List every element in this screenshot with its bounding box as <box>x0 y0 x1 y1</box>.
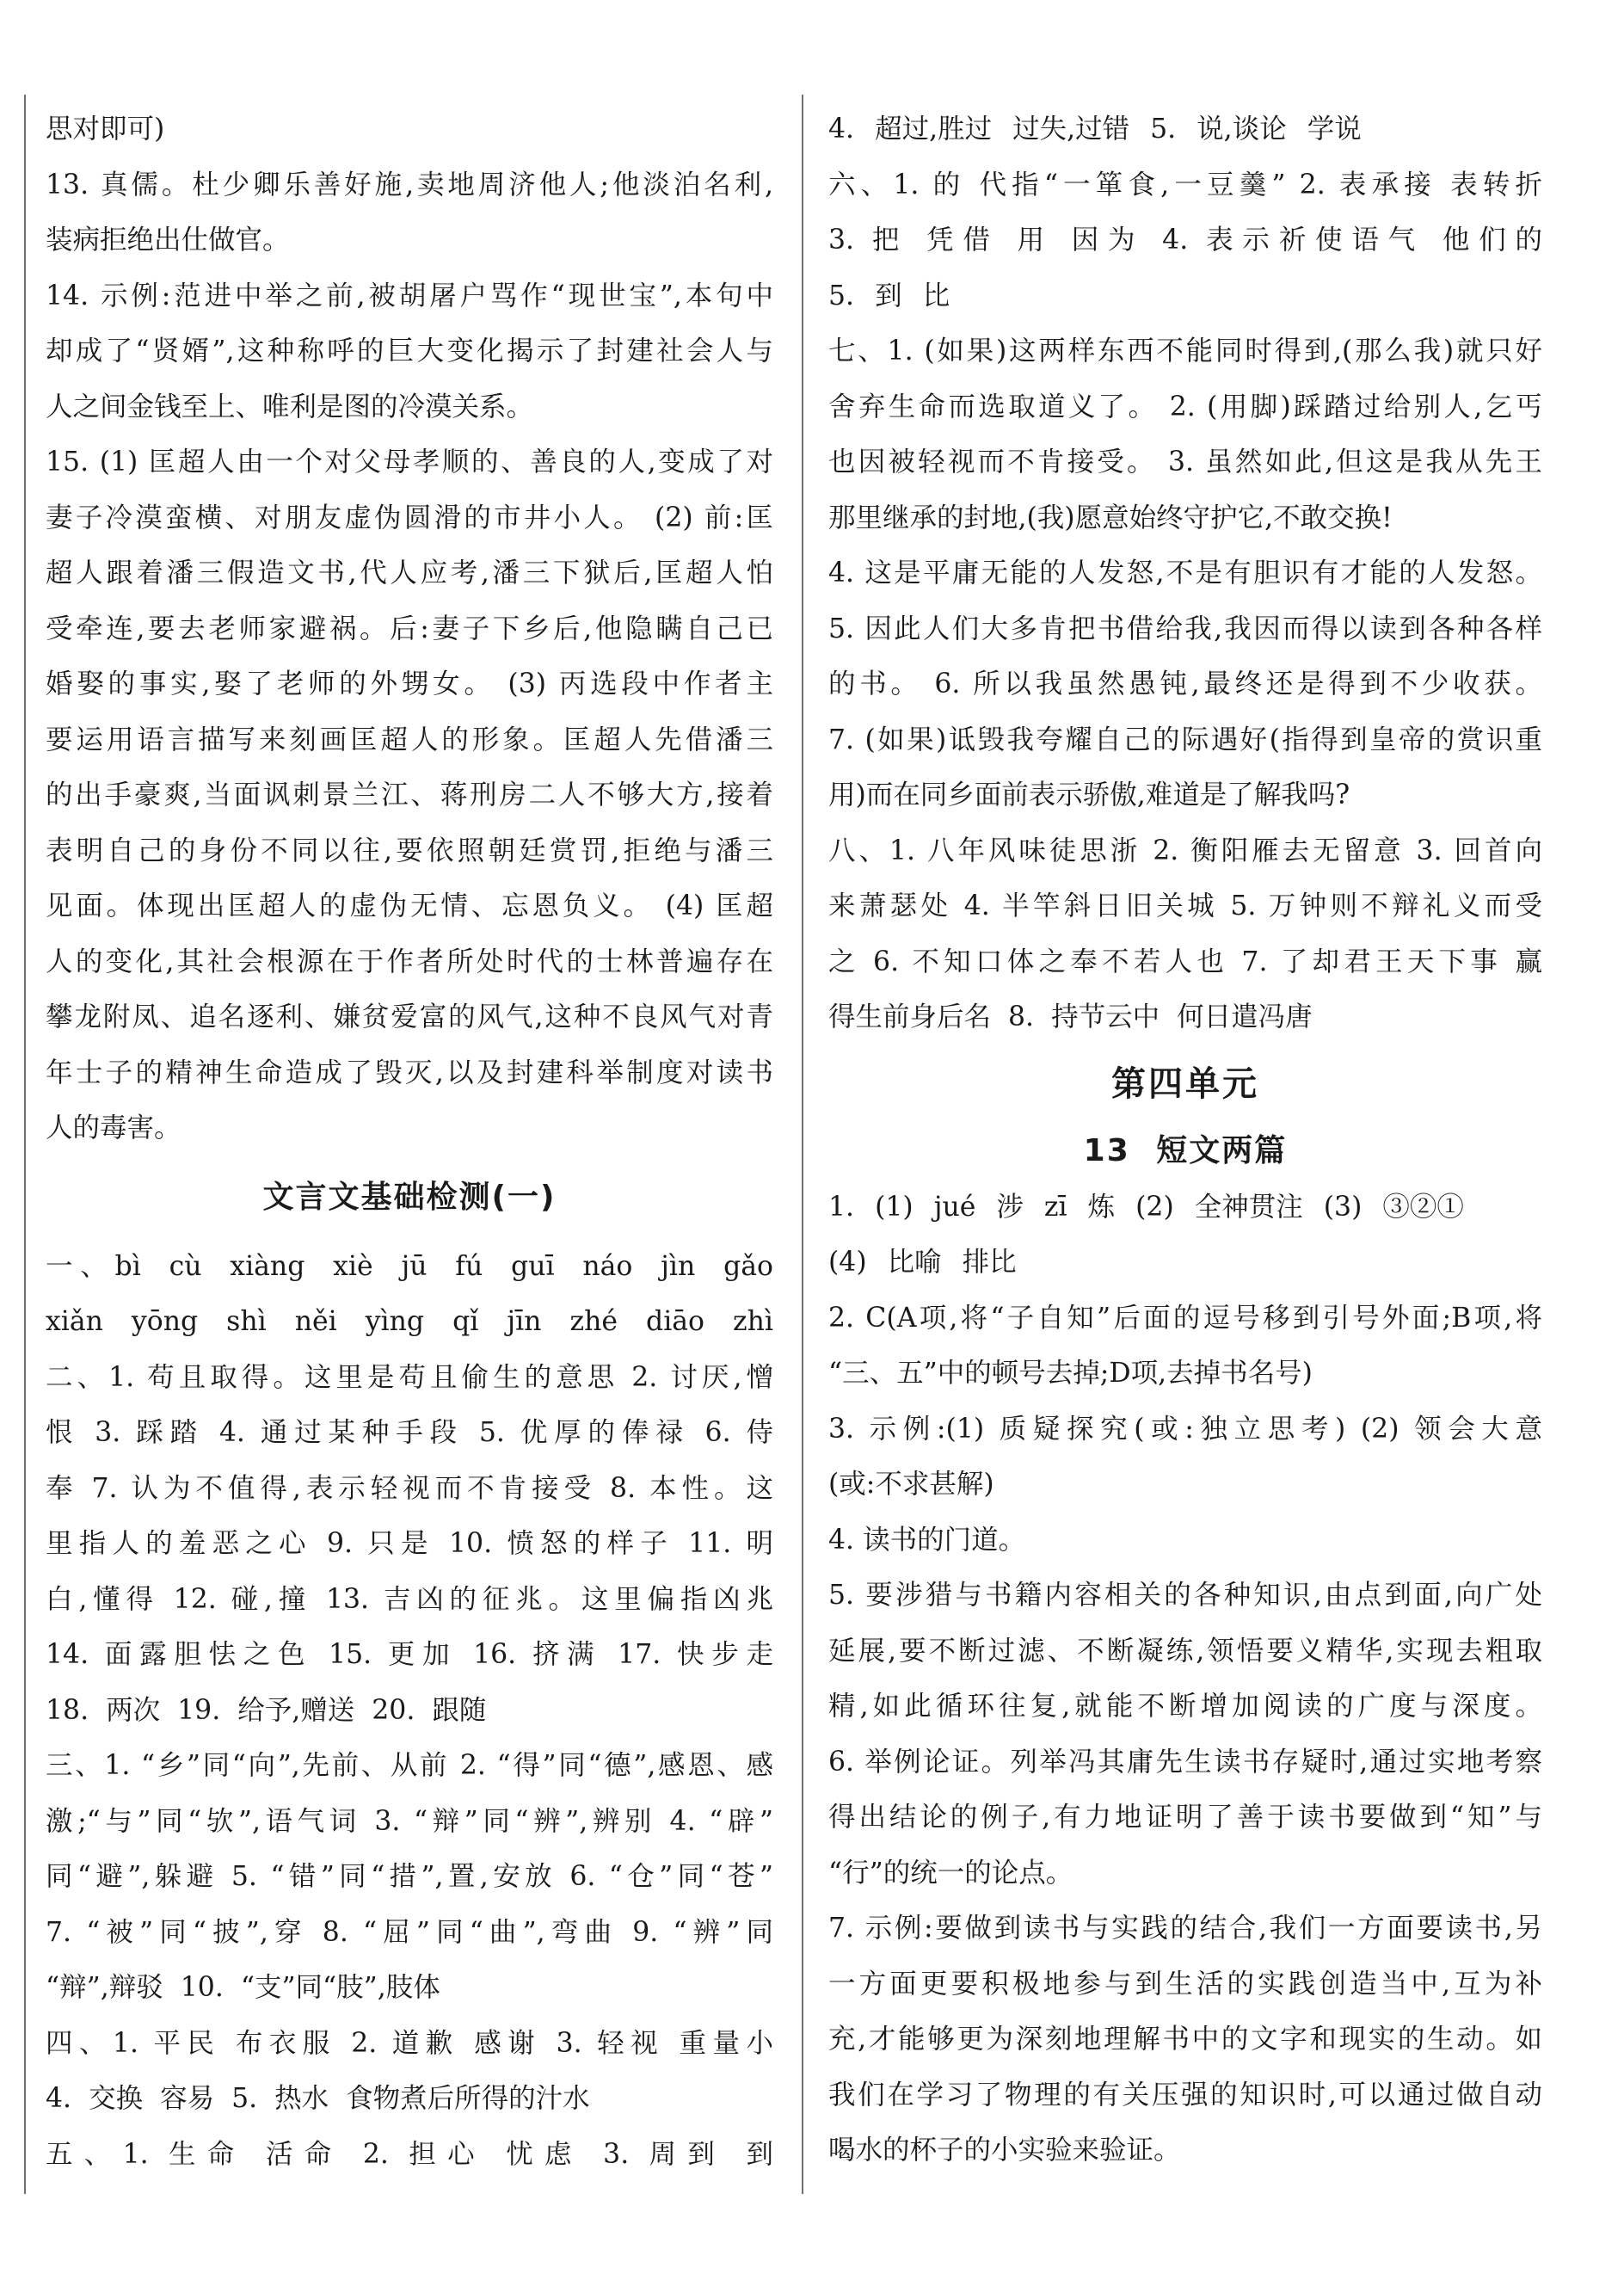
answer-line: 八、1. 八年风味徒思浙 2. 衡阳雁去无留意 3. 回首向 <box>828 835 1542 866</box>
answer-line: 用)而在同乡面前表示骄傲,难道是了解我吗? <box>828 780 1350 810</box>
answer-line: 里指人的羞恶之心 9. 只是 10. 愤怒的样子 11. 明 <box>46 1528 773 1559</box>
answer-line: 4. 读书的门道。 <box>828 1524 1026 1556</box>
answer-line: 婚娶的事实,娶了老师的外甥女。 (3) 丙选段中作者主 <box>46 669 773 699</box>
answer-line: “行”的统一的论点。 <box>828 1857 1073 1889</box>
right-answers-top <box>828 102 1542 1045</box>
answer-line: 4. 这是平庸无能的人发怒,不是有胆识有才能的人发怒。 <box>828 558 1542 589</box>
column-divider <box>802 95 803 2194</box>
answer-line: 同“避”,躲避 5. “错”同“措”,置,安放 6. “仓”同“苍” <box>46 1861 773 1892</box>
answer-line: 超人跟着潘三假造文书,代人应考,潘三下狱后,匡超人怕 <box>46 558 773 589</box>
answer-line: 2. C(A项,将“子自知”后面的逗号移到引号外面;B项,将 <box>828 1302 1542 1334</box>
answer-line: 喝水的杯子的小实验来验证。 <box>828 2135 1181 2166</box>
answer-line: 的出手豪爽,当面讽刺景兰江、蒋刑房二人不够大方,接着 <box>46 780 773 810</box>
answer-line: 表明自己的身份不同以往,要依照朝廷赏罚,拒绝与潘三 <box>46 835 773 866</box>
lesson-title: 13 短文两篇 <box>1083 1132 1288 1168</box>
answer-line: 得出结论的例子,有力地证明了善于读书要做到“知”与 <box>828 1802 1542 1833</box>
answer-line: 白,懂得 12. 碰,撞 13. 吉凶的征兆。这里偏指凶兆 <box>46 1583 773 1615</box>
answer-line: 四、1. 平民 布衣服 2. 道歉 感谢 3. 轻视 重量小 <box>46 2027 773 2059</box>
answer-line: 得生前身后名 8. 持节云中 何日遣冯唐 <box>828 1001 1313 1032</box>
answer-line: 1. (1) jué 涉 zī 炼 (2) 全神贯注 (3) ③②① <box>828 1191 1464 1223</box>
answer-line: 7. (如果)诋毁我夸耀自己的际遇好(指得到皇帝的赏识重 <box>828 724 1542 755</box>
answer-line: 七、1. (如果)这两样东西不能同时得到,(那么我)就只好 <box>828 336 1542 367</box>
answer-line: 18. 两次 19. 给予,赠送 20. 跟随 <box>46 1694 487 1726</box>
answer-line: “三、五”中的顿号去掉;D项,去掉书名号) <box>828 1358 1313 1389</box>
answer-line: 4. 交换 容易 5. 热水 食物煮后所得的汁水 <box>46 2083 590 2114</box>
section-title: 文言文基础检测(一) <box>262 1179 557 1215</box>
left-margin-rule <box>24 95 26 2194</box>
answer-line: 装病拒绝出仕做官。 <box>46 225 290 256</box>
answer-line: 二、1. 苟且取得。这里是苟且偷生的意思 2. 讨厌,憎 <box>46 1361 773 1393</box>
answer-line: 15. (1) 匡超人由一个对父母孝顺的、善良的人,变成了对 <box>46 447 773 478</box>
answer-line: 要运用语言描写来刻画匡超人的形象。匡超人先借潘三 <box>46 724 773 755</box>
answer-line: 激;“与”同“欤”,语气词 3. “辩”同“辨”,辨别 4. “辟” <box>46 1805 773 1837</box>
answer-line: 的书。 6. 所以我虽然愚钝,最终还是得到不少收获。 <box>828 669 1542 699</box>
answer-line: 思对即可) <box>46 114 165 145</box>
answer-line: “辩”,辩驳 10. “支”同“肢”,肢体 <box>46 1972 440 2003</box>
answer-line: 年士子的精神生命造成了毁灭,以及封建科举制度对读书 <box>46 1057 773 1088</box>
answer-line: 人的毒害。 <box>46 1112 181 1143</box>
answer-line: 我们在学习了物理的有关压强的知识时,可以通过做自动 <box>828 2079 1542 2111</box>
answer-line: 人之间金钱至上、唯利是图的冷漠关系。 <box>46 391 534 422</box>
answer-line: 13. 真儒。杜少卿乐善好施,卖地周济他人;他淡泊名利, <box>46 169 773 200</box>
right-column <box>828 102 1542 2178</box>
answer-line: 五、1. 生命 活命 2. 担心 忧虑 3. 周到 到 <box>46 2138 773 2170</box>
answer-line: 六、1. 的 代指“一箪食,一豆羹” 2. 表承接 表转折 <box>828 169 1542 200</box>
answer-line: 恨 3. 踩踏 4. 通过某种手段 5. 优厚的俸禄 6. 侍 <box>46 1417 773 1448</box>
answer-line: 受牵连,要去老师家避祸。后:妻子下乡后,他隐瞒自己已 <box>46 613 773 644</box>
answer-line: 舍弃生命而选取道义了。 2. (用脚)踩踏过给别人,乞丐 <box>828 391 1542 422</box>
answer-line: 见面。体现出匡超人的虚伪无情、忘恩负义。 (4) 匡超 <box>46 890 773 921</box>
left-answers-top <box>46 102 773 1156</box>
answer-line: 一方面更要积极地参与到生活的实践创造当中,互为补 <box>828 1968 1542 2000</box>
answer-line: 人的变化,其社会根源在于作者所处时代的士林普遍存在 <box>46 946 773 977</box>
answer-line: 三、1. “乡”同“向”,先前、从前 2. “得”同“德”,感恩、感 <box>46 1750 773 1781</box>
answer-line: 妻子冷漠蛮横、对朋友虚伪圆滑的市井小人。 (2) 前:匡 <box>46 502 773 533</box>
left-column <box>46 102 773 2182</box>
answer-line: 延展,要不断过滤、不断凝练,领悟要义精华,实现去粗取 <box>828 1635 1542 1667</box>
left-answers-bottom <box>46 1239 773 2183</box>
answer-line: 4. 超过,胜过 过失,过错 5. 说,谈论 学说 <box>828 114 1362 145</box>
answer-line: 3. 示例:(1) 质疑探究(或:独立思考) (2) 领会大意 <box>828 1413 1542 1445</box>
answer-line: 那里继承的封地,(我)愿意始终守护它,不敢交换! <box>828 502 1393 533</box>
answer-line: 来萧瑟处 4. 半竿斜日旧关城 5. 万钟则不辩礼义而受 <box>828 890 1542 921</box>
right-answers-bottom <box>828 1180 1542 2178</box>
answer-line: 5. 要涉猎与书籍内容相关的各种知识,由点到面,向广处 <box>828 1580 1542 1611</box>
pinyin-line: xiǎn yōng shì něi yìng qǐ jīn zhé diāo zhì <box>46 1306 773 1337</box>
answer-line: 6. 举例论证。列举冯其庸先生读书存疑时,通过实地考察 <box>828 1746 1542 1778</box>
answer-line: 精,如此循环往复,就能不断增加阅读的广度与深度。 <box>828 1691 1542 1722</box>
answer-line: 7. “被”同“披”,穿 8. “屈”同“曲”,弯曲 9. “辨”同 <box>46 1916 773 1948</box>
answer-line: 14. 面露胆怯之色 15. 更加 16. 挤满 17. 快步走 <box>46 1639 773 1670</box>
answer-line: 5. 因此人们大多肯把书借给我,我因而得以读到各种各样 <box>828 613 1542 644</box>
pinyin-line: 一、bì cù xiàng xiè jū fú guī náo jìn gǎo <box>46 1250 773 1282</box>
answer-line: 14. 示例:范进中举之前,被胡屠户骂作“现世宝”,本句中 <box>46 280 773 311</box>
unit-title: 第四单元 <box>1111 1063 1259 1104</box>
answer-line: 奉 7. 认为不值得,表示轻视而不肯接受 8. 本性。这 <box>46 1472 773 1504</box>
answer-line: (或:不求甚解) <box>828 1469 994 1500</box>
answer-line: (4) 比喻 排比 <box>828 1247 1017 1278</box>
answer-line: 攀龙附凤、追名逐利、嫌贫爱富的风气,这种不良风气对青 <box>46 1001 773 1032</box>
answer-line: 却成了“贤婿”,这种称呼的巨大变化揭示了封建社会人与 <box>46 336 773 367</box>
answer-line: 5. 到 比 <box>828 280 950 311</box>
answer-line: 之 6. 不知口体之奉不若人也 7. 了却君王天下事 赢 <box>828 946 1542 977</box>
answer-line: 也因被轻视而不肯接受。 3. 虽然如此,但这是我从先王 <box>828 447 1542 478</box>
answer-line: 3. 把 凭借 用 因为 4. 表示祈使语气 他们的 <box>828 225 1542 256</box>
answer-line: 充,才能够更为深刻地理解书中的文字和现实的生动。如 <box>828 2024 1542 2055</box>
answer-line: 7. 示例:要做到读书与实践的结合,我们一方面要读书,另 <box>828 1913 1542 1944</box>
